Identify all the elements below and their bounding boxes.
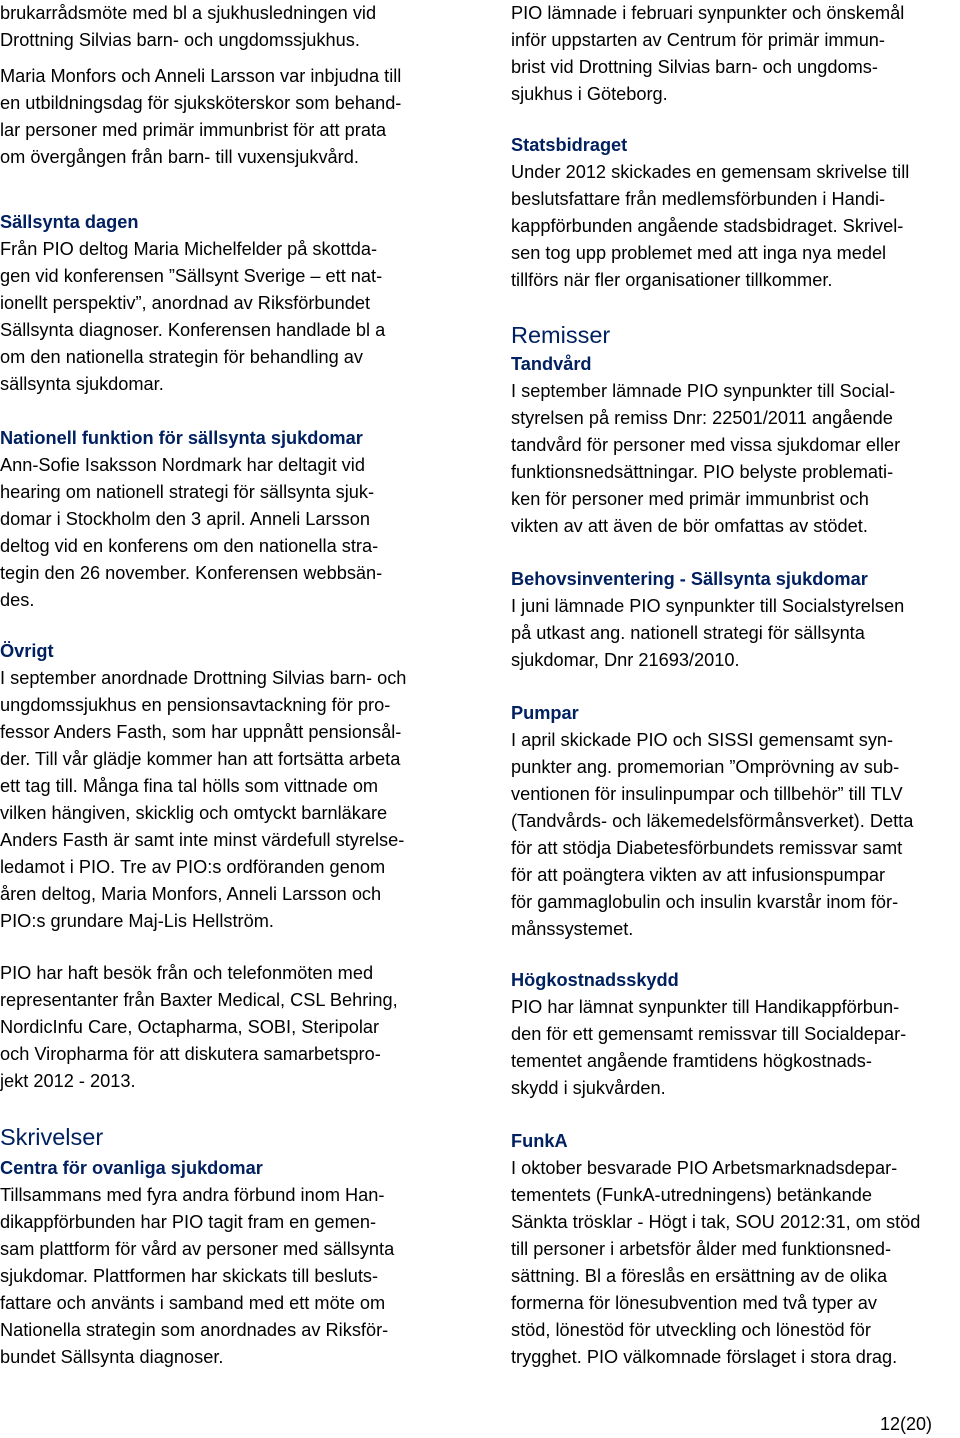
body-line: åren deltog, Maria Monfors, Anneli Larsson och: [0, 884, 382, 904]
body-line: om den nationella strategin för behandling av: [0, 347, 363, 367]
body-line: och Viropharma för att diskutera samarbetspro-: [0, 1044, 381, 1064]
body-line: beslutsfattare från medlemsförbunden i Handi-: [511, 189, 886, 209]
body-line: för att poängtera vikten av att infusionspumpar: [511, 865, 886, 885]
body-line: på utkast ang. nationell strategi för sällsynta: [511, 623, 865, 643]
body-line: I september anordnade Drottning Silvias barn- och: [0, 668, 407, 688]
body-line: I september lämnade PIO synpunkter till Social-: [511, 381, 896, 401]
body-line: sättning. Bl a föreslås en ersättning av de olika: [511, 1266, 888, 1286]
section-heading: Behovsinventering - Sällsynta sjukdomar: [511, 569, 868, 589]
body-line: dikappförbunden har PIO tagit fram en gemen-: [0, 1212, 377, 1232]
body-line: Från PIO deltog Maria Michelfelder på skottda-: [0, 239, 378, 259]
body-line: inför uppstarten av Centrum för primär immun-: [511, 30, 885, 50]
body-line: fattare och använts i samband med ett möte om: [0, 1293, 386, 1313]
body-line: (Tandvårds- och läkemedelsförmånsverket). Detta: [511, 811, 914, 831]
body-line: Tillsammans med fyra andra förbund inom Han-: [0, 1185, 385, 1205]
body-line: der. Till vår glädje kommer han att fortsätta arbeta: [0, 749, 401, 769]
body-line: hearing om nationell strategi för sällsynta sjuk-: [0, 482, 375, 502]
body-line: punkter ang. promemorian ”Omprövning av sub-: [511, 757, 900, 777]
body-line: vilken hängiven, skicklig och omtyckt barnläkare: [0, 803, 388, 823]
body-line: I oktober besvarade PIO Arbetsmarknadsdepar-: [511, 1158, 898, 1178]
body-line: PIO:s grundare Maj-Lis Hellström.: [0, 911, 274, 931]
body-line: I juni lämnade PIO synpunkter till Socialstyrelsen: [511, 596, 905, 616]
body-line: deltog vid en konferens om den nationella stra-: [0, 536, 379, 556]
section-heading: FunkA: [511, 1131, 568, 1151]
body-line: gen vid konferensen ”Sällsynt Sverige – ett nat-: [0, 266, 383, 286]
body-line: des.: [0, 590, 35, 610]
body-line: Anders Fasth är samt inte minst värdefull styrelse-: [0, 830, 405, 850]
body-line: fessor Anders Fasth, som har uppnått pensionsål-: [0, 722, 402, 742]
body-line: PIO lämnade i februari synpunkter och önskemål: [511, 3, 905, 23]
body-line: lar personer med primär immunbrist för att prata: [0, 120, 387, 140]
body-line: för gammaglobulin och insulin kvarstår inom för-: [511, 892, 899, 912]
body-line: brukarrådsmöte med bl a sjukhusledningen vid: [0, 3, 377, 23]
body-line: bundet Sällsynta diagnoser.: [0, 1347, 224, 1367]
section-title: Remisser: [511, 322, 611, 348]
body-line: för att stödja Diabetesförbundets remissvar samt: [511, 838, 903, 858]
body-line: kappförbunden angående stadsbidraget. Skrivel-: [511, 216, 904, 236]
section-heading: Sällsynta dagen: [0, 212, 139, 232]
body-line: skydd i sjukvården.: [511, 1078, 666, 1098]
body-line: domar i Stockholm den 3 april. Anneli Larsson: [0, 509, 371, 529]
body-line: sam plattform för vård av personer med sällsynta: [0, 1239, 395, 1259]
body-line: ionellt perspektiv”, anordnad av Riksförbundet: [0, 293, 371, 313]
body-line: trygghet. PIO välkomnade förslaget i stora drag.: [511, 1347, 898, 1367]
body-line: Drottning Silvias barn- och ungdomssjukhus.: [0, 30, 360, 50]
body-line: PIO har lämnat synpunkter till Handikappförbun-: [511, 997, 900, 1017]
body-line: Ann-Sofie Isaksson Nordmark har deltagit vid: [0, 455, 365, 475]
body-line: vikten av att även de bör omfattas av stödet.: [511, 516, 868, 536]
section-heading: Nationell funktion för sällsynta sjukdomar: [0, 428, 363, 448]
body-line: ventionen för insulinpumpar och tillbehör” till TLV: [511, 784, 903, 804]
body-line: PIO har haft besök från och telefonmöten med: [0, 963, 374, 983]
body-line: sen tog upp problemet med att inga nya medel: [511, 243, 887, 263]
body-line: sjukhus i Göteborg.: [511, 84, 668, 104]
body-line: Maria Monfors och Anneli Larsson var inbjudna till: [0, 66, 402, 86]
body-line: sällsynta sjukdomar.: [0, 374, 164, 394]
body-line: tillförs när fler organisationer tillkommer.: [511, 270, 833, 290]
body-line: Sänkta trösklar - Högt i tak, SOU 2012:31, om stöd: [511, 1212, 921, 1232]
body-line: ett tag till. Många fina tal hölls som vittnade om: [0, 776, 379, 796]
body-line: sjukdomar. Plattformen har skickats till besluts-: [0, 1266, 379, 1286]
body-line: ungdomssjukhus en pensionsavtackning för pro-: [0, 695, 391, 715]
body-line: sjukdomar, Dnr 21693/2010.: [511, 650, 740, 670]
body-line: jekt 2012 - 2013.: [0, 1071, 136, 1091]
section-heading: Statsbidraget: [511, 135, 628, 155]
body-line: Sällsynta diagnoser. Konferensen handlade bl a: [0, 320, 386, 340]
body-line: tegin den 26 november. Konferensen webbsän-: [0, 563, 383, 583]
body-line: formerna för lönesubvention med två typer av: [511, 1293, 877, 1313]
body-line: ledamot i PIO. Tre av PIO:s ordföranden genom: [0, 857, 386, 877]
body-line: brist vid Drottning Silvias barn- och ungdoms-: [511, 57, 878, 77]
section-heading: Pumpar: [511, 703, 579, 723]
body-line: till personer i arbetsför ålder med funktionsned-: [511, 1239, 892, 1259]
section-heading: Övrigt: [0, 641, 54, 661]
body-line: I april skickade PIO och SISSI gemensamt syn-: [511, 730, 894, 750]
section-heading: Tandvård: [511, 354, 592, 374]
body-line: tandvård för personer med vissa sjukdomar eller: [511, 435, 901, 455]
page-number: 12(20): [880, 1414, 933, 1434]
section-heading: Högkostnadsskydd: [511, 970, 679, 990]
body-line: månssystemet.: [511, 919, 634, 939]
body-line: NordicInfu Care, Octapharma, SOBI, Steripolar: [0, 1017, 380, 1037]
body-line: Under 2012 skickades en gemensam skrivelse till: [511, 162, 910, 182]
body-line: representanter från Baxter Medical, CSL Behring,: [0, 990, 398, 1010]
body-line: om övergången från barn- till vuxensjukvård.: [0, 147, 359, 167]
body-line: Nationella strategin som anordnades av Riksför-: [0, 1320, 389, 1340]
body-line: en utbildningsdag för sjuksköterskor som behand-: [0, 93, 402, 113]
body-line: funktionsnedsättningar. PIO belyste problemati-: [511, 462, 894, 482]
body-line: stöd, lönestöd för utveckling och lönestöd för: [511, 1320, 871, 1340]
body-line: styrelsen på remiss Dnr: 22501/2011 angående: [511, 408, 893, 428]
body-line: ken för personer med primär immunbrist och: [511, 489, 869, 509]
section-heading: Centra för ovanliga sjukdomar: [0, 1158, 263, 1178]
body-line: tementet angående framtidens högkostnads-: [511, 1051, 872, 1071]
section-title: Skrivelser: [0, 1124, 104, 1150]
body-line: den för ett gemensamt remissvar till Socialdepar-: [511, 1024, 907, 1044]
body-line: tementets (FunkA-utredningens) betänkande: [511, 1185, 872, 1205]
